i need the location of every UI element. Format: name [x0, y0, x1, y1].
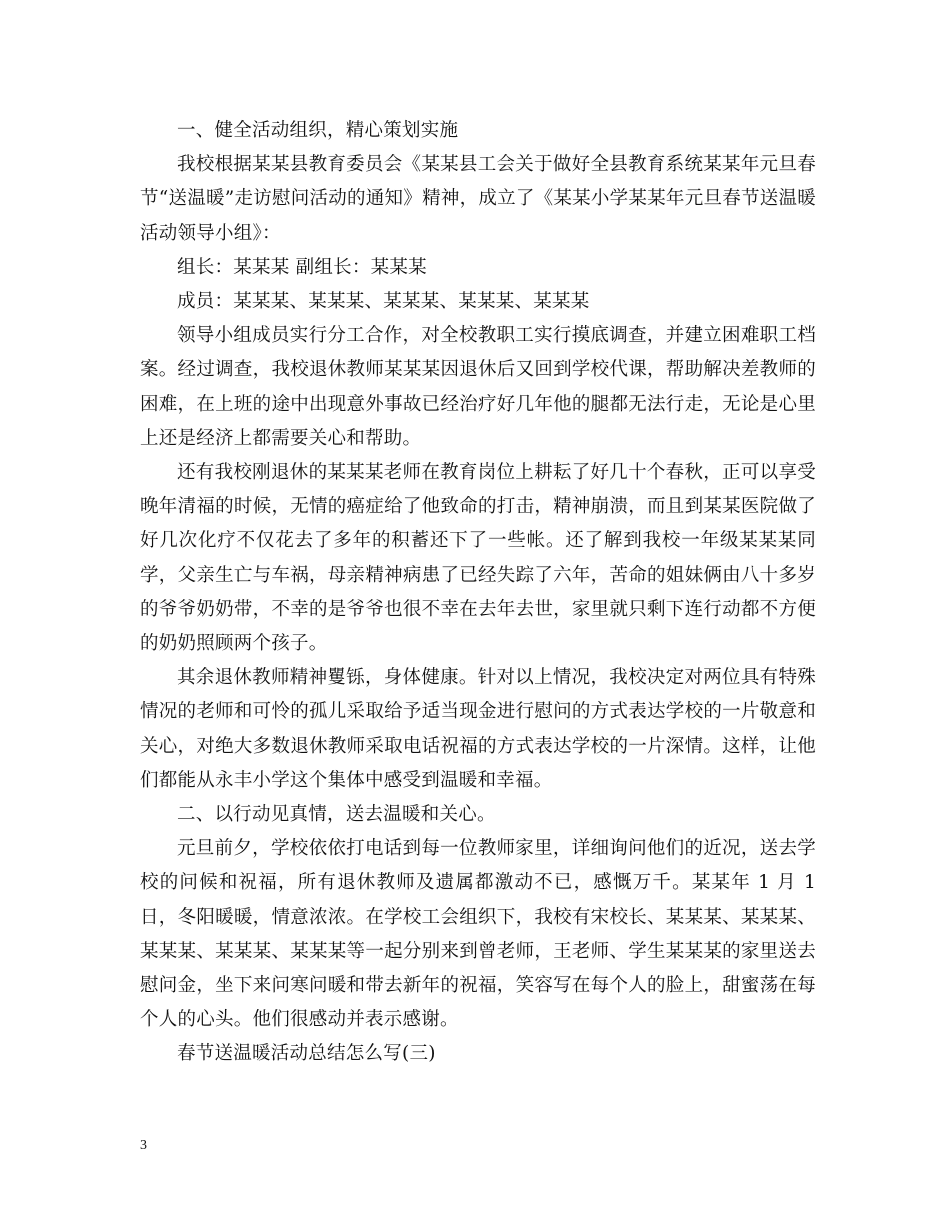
document-body: [140, 114, 816, 1072]
paragraph-visit: 元旦前夕，学校依依打电话到每一位教师家里，详细询问他们的近况，送去学校的问候和祝福，所有退休教师及遗属都激动不已，感慨万千。某某年 1 月 1 日，冬阳暖暖，情意浓浓。在学校工会组织下，我校有宋校长、某某某、某某某、某某某、某某某、某某某等一起分别来到曾老师，王老师、学生某某某的家里送去慰问金，坐下来问寒问暖和带去新年的祝福，笑容写在每个人的脸上，甜蜜荡在每个人的心头。他们很感动并表示感谢。: [140, 838, 816, 1031]
paragraph-leaders: 组长：某某某 副组长：某某某: [177, 256, 427, 278]
paragraph-decision: 其余退休教师精神矍铄，身体健康。针对以上情况，我校决定对两位具有特殊情况的老师和可怜的孤儿采取给予适当现金进行慰问的方式表达学校的一片敬意和关心，对绝大多数退休教师采取电话祝福的方式表达学校的一片深情。这样，让他们都能从永丰小学这个集体中感受到温暖和幸福。: [140, 667, 816, 791]
section-heading-2: 二、以行动见真情，送去温暖和关心。: [177, 804, 496, 826]
section-heading-1: 一、健全活动组织，精心策划实施: [177, 120, 459, 141]
paragraph-survey: 领导小组成员实行分工合作，对全校教职工实行摸底调查，并建立困难职工档案。经过调查，我校退休教师某某某因退休后又回到学校代课，帮助解决差教师的困难，在上班的途中出现意外事故已经治疗好几年他的腿都无法行走，无论是心里上还是经济上都需要关心和帮助。: [140, 325, 816, 449]
page-number: 3: [140, 1138, 147, 1153]
next-article-title: 春节送温暖活动总结怎么写(三): [177, 1043, 436, 1065]
paragraph-cases: 还有我校刚退休的某某某老师在教育岗位上耕耘了好几十个春秋，正可以享受晚年清福的时候，无情的癌症给了他致命的打击，精神崩溃，而且到某某医院做了好几次化疗不仅花去了多年的积蓄还下了一些帐。还了解到我校一年级某某某同学，父亲生亡与车祸，母亲精神病患了已经失踪了六年，苦命的姐妹俩由八十多岁的爷爷奶奶带，不幸的是爷爷也很不幸在去年去世，家里就只剩下连行动都不方便的奶奶照顾两个孩子。: [140, 462, 816, 655]
paragraph-intro: 我校根据某某县教育委员会《某某县工会关于做好全县教育系统某某年元旦春节“送温暖”走访慰问活动的通知》精神，成立了《某某小学某某年元旦春节送温暖活动领导小组》：: [140, 154, 816, 244]
paragraph-members: 成员：某某某、某某某、某某某、某某某、某某某: [177, 291, 590, 313]
